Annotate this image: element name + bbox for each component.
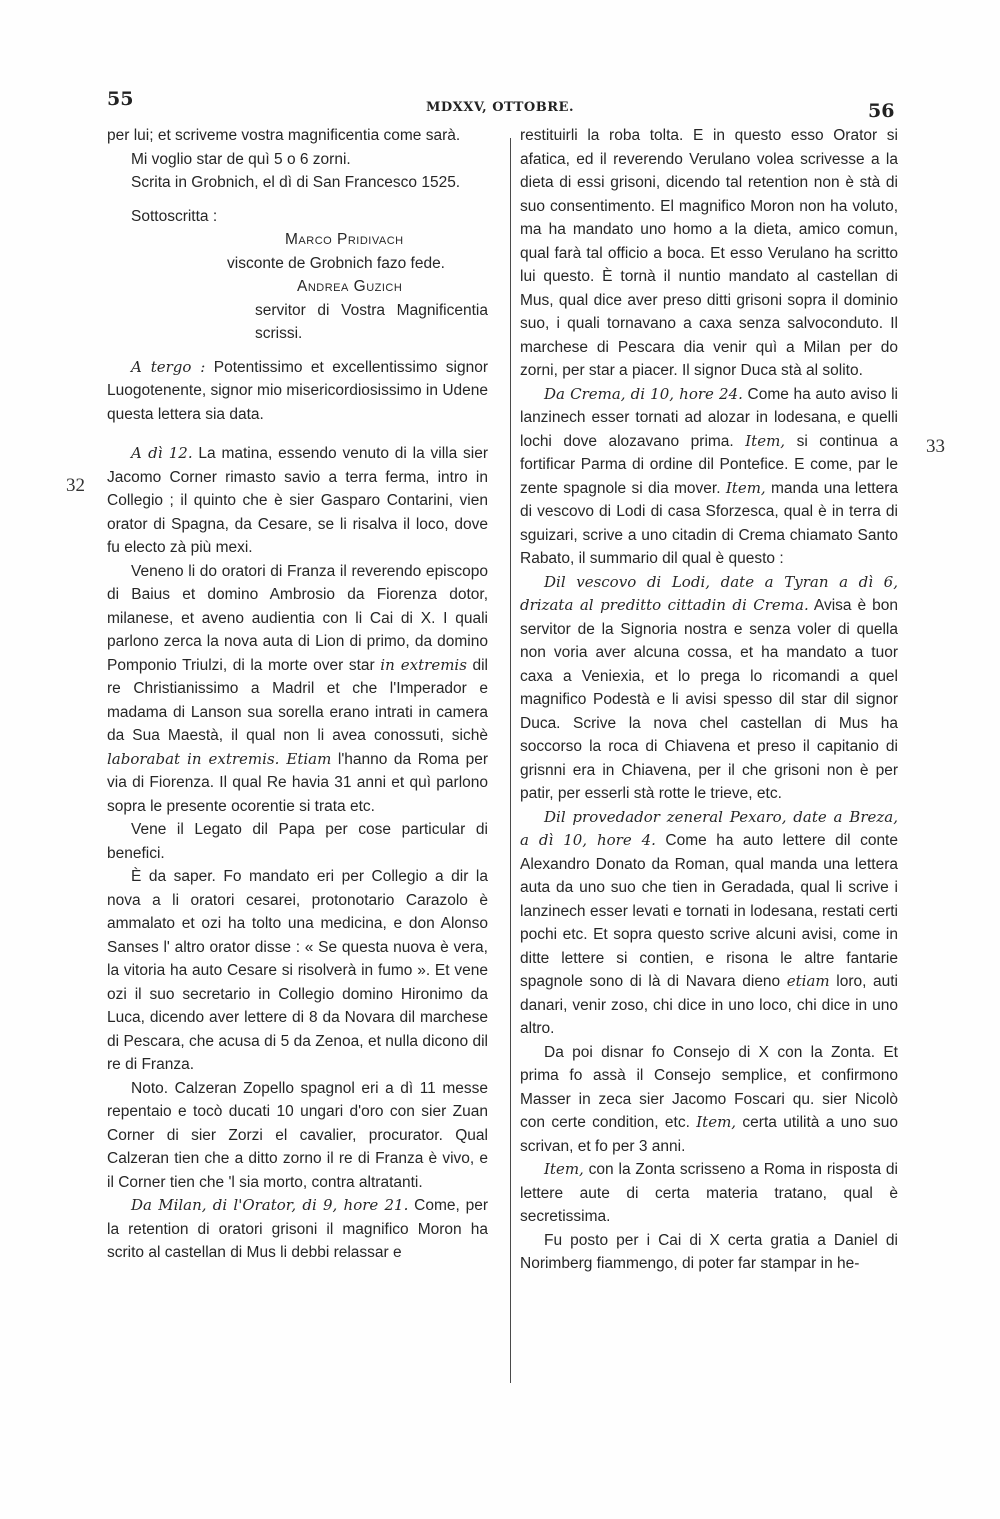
paragraph: Noto. Calzeran Zopello spagnol eri a dì 11 messe repentaio e tocò ducati 10 ungari d'oro con sier Zuan Corner di sier Zorzi el cavalier, procurator. Qual Calzeran tien che a ditto zorno il re di Franza è vivo, e il Corner tien che 'l sia morto, contra altratanti. xyxy=(107,1079,488,1191)
italic-text: Dil provedador zeneral Pexaro, date a Breza, a dì 10, hore 4. xyxy=(520,807,898,849)
italic-text: Dil vescovo di Lodi, date a Tyran a dì 6, drizata al preditto cittadin di Crema. xyxy=(520,572,898,614)
margin-number-left: 32 xyxy=(66,475,85,496)
paragraph xyxy=(520,571,898,806)
text: dil re Christianissimo a Madril et che l'Imperador e madama di Lanson sua sorella erano intrati in camera da Sua Maestà, il qual non li avea conossuti, sichè xyxy=(107,656,488,744)
signature-name: Andrea Guzich xyxy=(297,278,403,295)
paragraph xyxy=(520,1041,898,1159)
text: Veneno li do oratori di Franza il reverendo episcopo di Baius et domino Ambrosio da Fiorenza dotor, milanese, et aveno audientia con li Cai di X. I quali parlono zerca la nova auta di Lion di primo, da domino Pomponio Triulzi, di la morte over star xyxy=(107,562,488,674)
text: Come ha auto aviso li lanzinech esser tornati ad alozar in lodesana, e quelli lochi dove alozavano prima. xyxy=(520,385,898,450)
page-number-right: 56 xyxy=(868,100,895,122)
italic-text: Item, xyxy=(745,431,786,450)
left-column xyxy=(107,124,488,1265)
text: Avisa è bon servitor de la Signoria nostra e senza voler di quella non voria aver alcuna cossa, et ha mandato a tuor caxa a Veniexia, et lo prega lo ricomandi a quel magnifico Podestà e li avisi spesso dil star dil signor Duca. Scrive la nova chel castellan di Mus ha soccorso la roca di Chiavena et preso il capitanio di grisnni era in Chiavena, per il che grisoni non è per patir, per esserli stà rotte le trieve, etc. xyxy=(520,597,899,802)
paragraph xyxy=(107,442,488,560)
italic-text: Item, xyxy=(725,478,766,497)
italic-text: laborabat in extremis. Etiam xyxy=(107,749,332,768)
running-head: MDXXV, OTTOBRE. xyxy=(426,100,574,115)
text: Potentissimo et excellentissimo signor Luogotenente, signor mio misericordiosissimo in Udene questa lettera sia data. xyxy=(107,358,488,423)
italic-text: in extremis xyxy=(380,655,467,674)
paragraph xyxy=(107,1194,488,1265)
signature-role: visconte de Grobnich fazo fede. xyxy=(227,254,445,272)
paragraph: Fu posto per i Cai di X certa gratia a Daniel di Norimberg fiammengo, di poter far stampar in he- xyxy=(520,1231,898,1272)
paragraph xyxy=(107,560,488,819)
text: si continua a fortificar Parma di ordine dil Pontefice. E come, par le zente spagnole si dia mover. xyxy=(520,432,898,497)
paragraph: restituirli la roba tolta. E in questo esso Orator si afatica, ed il reverendo Verulano volea scrivesse a la dieta di essi grisoni, dicendo tal retention non è stà di suo consentimento. El magnifico Moron non ha voluto, ma ha mandato uno homo a la dieta, amico comun, qual farà tal officio a boca. Et esso Verulano ha scritto lui questo. È tornà il nuntio mandato al castellan di Mus, qual dice aver preso ditti grisoni sopra il dominio suo, i quali tornavano a caxa senza salvoconduto. Il marchese di Pescara dia venir quì a Milan per do zorni, per star a piacer. Il signor Duca stà al solito. xyxy=(520,127,898,379)
italic-text: A dì 12. xyxy=(131,444,193,462)
text: Da poi disnar fo Consejo di X con la Zonta. Et prima fo assà il Consejo semplice, et confirmono Masser in zeca sier Jacomo Foscari qu. sier Nicolò con certe condition, etc. xyxy=(520,1043,898,1131)
text: certa utilità a uno suo scrivan, et fo per 3 anni. xyxy=(520,1114,898,1155)
paragraph: Sottoscritta : xyxy=(131,207,218,225)
paragraph: È da saper. Fo mandato eri per Collegio a dir la nova a li oratori cesarei, protonotario Carazolo è ammalato et ozi ha tolto una medicina, e don Alonso Sanses l' altro orator disse : « Se questa nuova è vera, la vitoria ha auto Cesare si risolverà in fumo ». Et vene ozi il suo secretario in Collegio domino Hironimo da Luca, dicendo aver lettere di 8 da Novara dil marchese di Pescara, che acusa di 5 da Zenoa, et nulla dicono dil re di Franza. xyxy=(107,868,488,1073)
signature-role: servitor di Vostra Magnificentia scrissi. xyxy=(255,301,488,342)
paragraph xyxy=(520,383,898,571)
text: loro, auti danari, venir zoso, chi dice in uno loco, chi dice in uno altro. xyxy=(520,973,898,1037)
paragraph: Vene il Legato dil Papa per cose particular di benefici. xyxy=(107,821,488,862)
paragraph xyxy=(520,1158,898,1229)
paragraph xyxy=(107,356,488,427)
paragraph xyxy=(520,806,898,1041)
italic-text: Item, xyxy=(544,1160,584,1178)
page-number-left: 55 xyxy=(107,88,134,110)
text-line: per lui; et scriveme vostra magnificentia come sarà. xyxy=(107,127,461,144)
paragraph xyxy=(107,148,488,172)
italic-text: etiam xyxy=(786,972,830,990)
paragraph: Scrita in Grobnich, el dì di San Francesco 1525. xyxy=(131,174,461,191)
text: manda una lettera di vescovo di Lodi di casa Sforzesca, qual è in terra di sguizari, scrive a uno citadin di Crema chiamato Santo Rabato, il summario dil qual è questo : xyxy=(520,479,898,567)
italic-text: Da Crema, di 10, hore 24. xyxy=(544,384,743,403)
column-divider xyxy=(510,138,511,1383)
signature-name: Marco Pridivach xyxy=(285,231,404,248)
right-column xyxy=(520,124,898,1276)
paragraph xyxy=(107,124,488,148)
text-line: Mi voglio star de quì 5 o 6 zorni. xyxy=(131,150,351,168)
text: l'hanno da Roma per via di Fiorenza. Il qual Re havia 31 anni et quì parlono sopra le presente ocorentie si trata etc. xyxy=(107,750,488,815)
text: Come ha auto lettere dil conte Alexandro Donato da Roman, qual manda una lettera auta da uno suo che tien in Geradada, qual li scrive i lanzinech esser levati e tornati in lodesana, restati certi pochi etc. Et sopra questo scrive alcuni avisi, come in ditte lettere si contien, e risona le altre fantarie spagnole sono di là di Navara dieno xyxy=(520,832,898,990)
italic-text: Item, xyxy=(696,1113,737,1131)
text: con la Zonta scrisseno a Roma in risposta di lettere aute di certa materia tratano, qual è secretissima. xyxy=(520,1161,898,1225)
italic-text: A tergo : xyxy=(131,357,206,376)
text: La matina, essendo venuto di la villa sier Jacomo Corner rimasto savio a terra ferma, intro in Collegio ; il quinto che è sier Gasparo Contarini, vien orator di Spagna, da Cesare, se li risalva il loco, dove fu electo zà più mexi. xyxy=(107,445,488,556)
margin-number-right: 33 xyxy=(926,436,945,457)
italic-text: Da Milan, di l'Orator, di 9, hore 21. xyxy=(131,1196,409,1214)
text: Come, per la retention di oratori grisoni il magnifico Moron ha scrito al castellan di Mus li debbi relassar e xyxy=(107,1197,488,1261)
